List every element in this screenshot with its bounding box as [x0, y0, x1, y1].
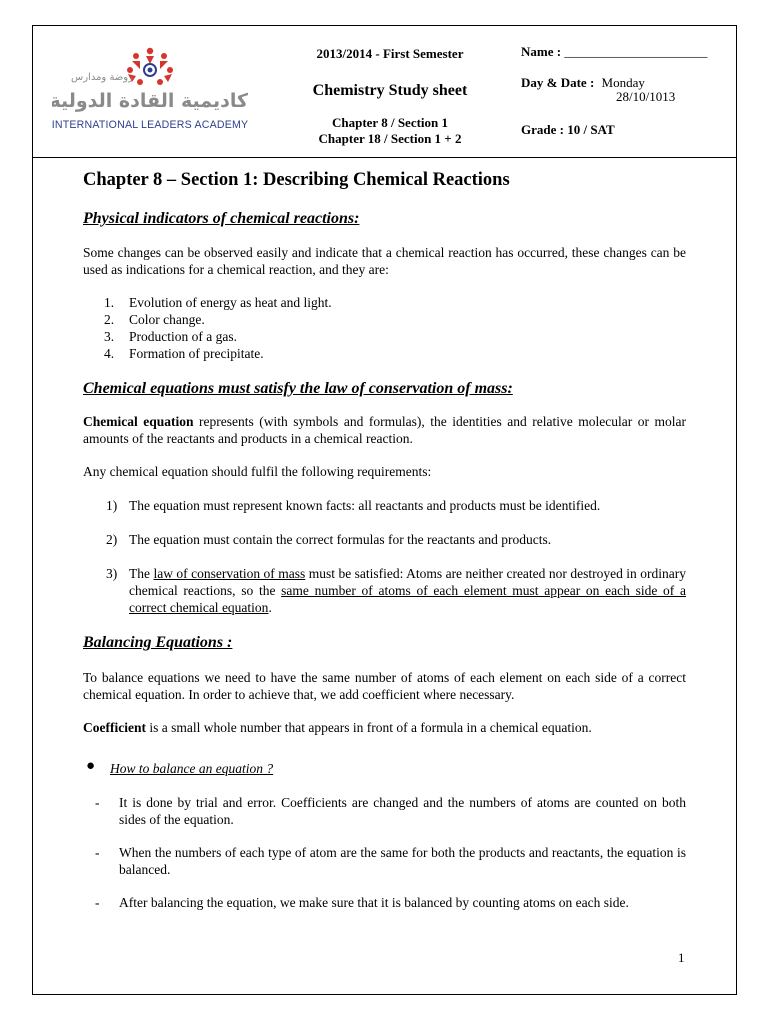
requirement-number: 3) [106, 566, 118, 581]
academy-logo-figures [52, 44, 248, 134]
requirement-3-text: must be satisfied: Atoms are neither created nor destroyed in ordinary chemical reactions, so the [129, 566, 686, 598]
list-item [104, 346, 114, 363]
list-item [104, 295, 114, 312]
logo-arabic-small: روضة ومدارس [71, 72, 133, 83]
list-number: 3. [104, 329, 115, 344]
how-to-balance-heading: How to balance an equation ? [110, 761, 274, 776]
balancing-step-1: It is done by trial and error. Coefficients are changed and the numbers of atoms are counted on both sides of the equation. [119, 795, 686, 827]
same-number-of-atoms-text: same number of atoms of each element must appear on each side of a correct chemical equation [129, 582, 686, 615]
requirement-1: The equation must represent known facts: all reactants and products must be identified. [129, 498, 601, 513]
page-number: 1 [678, 950, 685, 965]
list-item-text: Production of a gas. [129, 329, 237, 344]
dash-mark: - [95, 795, 100, 810]
logo-emblem [127, 48, 173, 85]
sheet-title: Chemistry Study sheet [312, 82, 468, 99]
date-label: Day & Date : [521, 75, 595, 90]
list-number: 1. [104, 295, 115, 310]
definition-term: Chemical equation [83, 414, 194, 429]
requirement-3 [129, 566, 686, 616]
law-of-conservation-link-text: law of conservation of mass [153, 566, 306, 581]
bullet-icon: ● [86, 758, 96, 774]
requirements-intro: Any chemical equation should fulfil the following requirements: [83, 464, 432, 479]
requirement-3-text: . [268, 599, 272, 615]
date-value: 28/10/1013 [616, 89, 676, 104]
coefficient-term: Coefficient [83, 720, 146, 735]
balancing-step-3: After balancing the equation, we make sure that it is balanced by counting atoms on each side. [119, 895, 629, 910]
section-heading-balancing: Balancing Equations : [83, 634, 233, 651]
name-blank: ______________________ [564, 44, 708, 59]
date-day: Monday [601, 75, 645, 90]
balancing-intro: To balance equations we need to have the same number of atoms of each element on each side of a correct chemical equation. In order to achieve that, we add coefficient where necessary. [83, 670, 686, 702]
chapter-line-1: Chapter 8 / Section 1 [331, 115, 449, 130]
balancing-step-2: When the numbers of each type of atom are the same for both the products and reactants, the equation is balanced. [119, 845, 686, 877]
grade-label: Grade : 10 / SAT [521, 122, 615, 137]
coefficient-text: is a small whole number that appears in front of a formula in a chemical equation. [145, 720, 592, 735]
chemical-equation-definition [83, 414, 686, 448]
list-item-text: Evolution of energy as heat and light. [129, 295, 332, 310]
chapter-line-2: Chapter 18 / Section 1 + 2 [318, 131, 462, 146]
list-item [104, 312, 114, 329]
name-field [521, 44, 731, 60]
chapter-heading: Chapter 8 – Section 1: Describing Chemical Reactions [83, 170, 510, 190]
requirement-3-text: The [129, 566, 154, 581]
logo-english: INTERNATIONAL LEADERS ACADEMY [52, 119, 248, 131]
dash-mark: - [95, 845, 100, 860]
dash-mark: - [95, 895, 100, 910]
logo-arabic-large: أكاديمية القادة الدولية [52, 90, 248, 112]
list-number: 2. [104, 312, 115, 327]
list-item-text: Formation of precipitate. [129, 346, 264, 361]
coefficient-definition [83, 720, 686, 737]
requirement-number: 1) [106, 498, 118, 513]
list-number: 4. [104, 346, 115, 361]
physical-indicators-intro: Some changes can be observed easily and indicate that a chemical reaction has occurred, these changes can be used as indications for a chemical reaction, and they are: [83, 245, 686, 277]
header-divider [32, 157, 737, 158]
definition-text: represents (with symbols and formulas), the identities and relative molecular or molar amounts of the reactants and products in a chemical reaction. [83, 414, 686, 446]
list-item [104, 329, 114, 346]
name-label: Name : [521, 44, 562, 59]
list-item-text: Color change. [129, 312, 205, 327]
section-heading-conservation: Chemical equations must satisfy the law of conservation of mass: [83, 380, 513, 397]
requirement-2: The equation must contain the correct formulas for the reactants and products. [129, 532, 552, 547]
academy-logo [52, 44, 248, 134]
requirement-number: 2) [106, 532, 118, 547]
section-heading-physical-indicators: Physical indicators of chemical reactions: [83, 210, 360, 227]
semester-label: 2013/2014 - First Semester [316, 46, 464, 61]
